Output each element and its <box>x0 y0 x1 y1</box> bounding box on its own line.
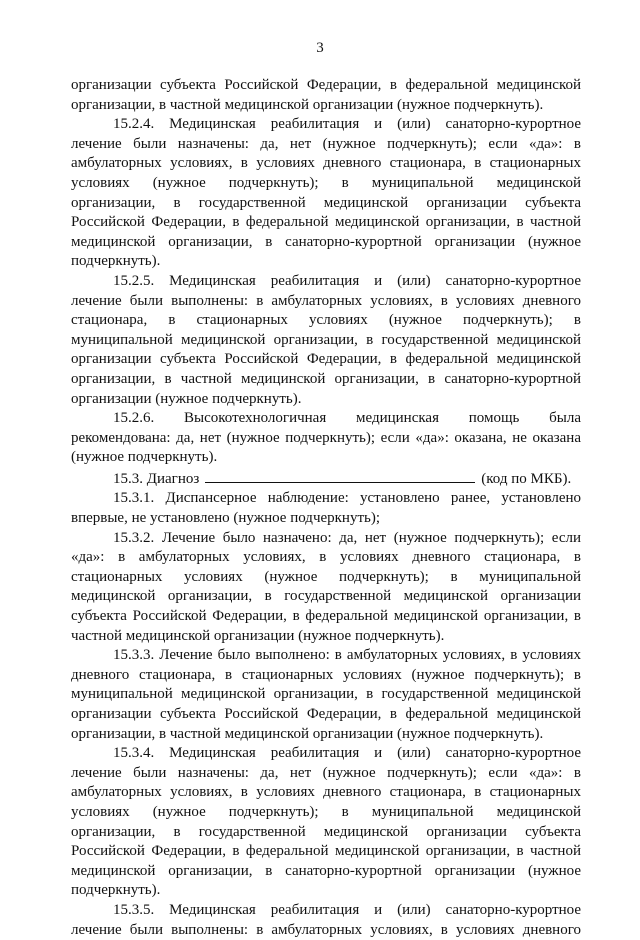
diagnosis-label: 15.3. Диагноз <box>113 470 200 487</box>
text-line: организации субъекта Российской Федерации, в федеральной медицинской <box>71 77 581 93</box>
paragraph-p15-3-3 <box>71 646 581 744</box>
text-line: 15.3.3. Лечение было выполнено: в амбулаторных условиях, в условиях <box>113 647 581 664</box>
diagnosis-line <box>71 468 581 490</box>
text-line: организации субъекта Российской Федерации, в федеральной медицинской <box>71 351 581 368</box>
text-line: медицинской организации, в санаторно-курортной организации (нужное <box>71 862 581 879</box>
paragraph-p15-2-4 <box>71 115 581 272</box>
text-line: амбулаторных условиях, в условиях дневного стационара, в стационарных <box>71 784 581 801</box>
text-line: организации, в частной медицинской организации, в санаторно-курортной <box>71 370 581 387</box>
text-line: 15.3.5. Медицинская реабилитация и (или) санаторно-курортное <box>113 901 581 918</box>
paragraph-cont <box>71 76 581 115</box>
icd-code-label: (код по МКБ). <box>481 470 572 487</box>
paragraph-p15-3 <box>71 468 581 490</box>
text-line: частной медицинской организации (нужное подчеркнуть). <box>71 627 445 644</box>
text-line: организации (нужное подчеркнуть). <box>71 390 302 407</box>
text-line: медицинской организации, в государственной медицинской организации <box>71 588 581 605</box>
text-line: субъекта Российской Федерации, в федеральной медицинской организации, в <box>71 608 581 625</box>
text-line: подчеркнуть). <box>71 253 161 270</box>
paragraph-p15-3-5 <box>71 901 581 940</box>
text-line: стационара, в стационарных условиях (нужное подчеркнуть); в <box>71 312 581 329</box>
text-line: Российской Федерации, в федеральной медицинской организации, в частной <box>71 843 581 860</box>
text-line: медицинской организации, в санаторно-курортной организации (нужное <box>71 233 581 250</box>
paragraph-p15-3-1 <box>71 489 581 528</box>
text-line: 15.3.4. Медицинская реабилитация и (или) санаторно-курортное <box>113 745 581 762</box>
text-line: Российской Федерации, в федеральной медицинской организации, в частной <box>71 214 581 231</box>
text-line: лечение были выполнены: в амбулаторных условиях, в условиях дневного <box>71 921 581 938</box>
text-line: 15.2.6. Высокотехнологичная медицинская помощь была <box>113 410 581 427</box>
text-line: (нужное подчеркнуть). <box>71 449 218 466</box>
paragraph-p15-2-6 <box>71 409 581 468</box>
text-line: 15.3.1. Диспансерное наблюдение: установлено ранее, установлено <box>113 490 581 507</box>
text-line: муниципальной медицинской организации, в государственной медицинской <box>71 686 581 703</box>
text-line: впервые, не установлено (нужное подчеркнуть); <box>71 510 381 527</box>
text-line: 15.3.2. Лечение было назначено: да, нет (нужное подчеркнуть); если <box>113 529 581 546</box>
text-line: лечение были выполнены: в амбулаторных условиях, в условиях дневного <box>71 292 581 309</box>
text-line: организации субъекта Российской Федерации, в федеральной медицинской <box>71 706 581 722</box>
text-line: «да»: в амбулаторных условиях, в условиях дневного стационара, в <box>71 549 581 566</box>
text-line: дневного стационара, в стационарных условиях (нужное подчеркнуть); в <box>71 666 581 683</box>
text-line: муниципальной медицинской организации, в государственной медицинской <box>71 331 581 348</box>
text-line: 15.2.4. Медицинская реабилитация и (или) санаторно-курортное <box>113 116 581 133</box>
text-line: лечение были назначены: да, нет (нужное подчеркнуть); если «да»: в <box>71 764 581 781</box>
text-line: организации, в частной медицинской организации (нужное подчеркнуть). <box>71 725 544 742</box>
text-line: организации, в государственной медицинской организации субъекта <box>71 823 581 840</box>
text-line: лечение были назначены: да, нет (нужное подчеркнуть); если «да»: в <box>71 135 581 152</box>
page-number: 3 <box>316 40 324 56</box>
diagnosis-blank-field[interactable] <box>205 468 475 483</box>
paragraph-p15-3-2 <box>71 529 581 647</box>
paragraph-p15-2-5 <box>71 272 581 409</box>
text-line: условиях (нужное подчеркнуть); в муниципальной медицинской <box>71 803 581 820</box>
text-line: рекомендована: да, нет (нужное подчеркнуть); если «да»: оказана, не оказана <box>71 429 581 446</box>
text-line: подчеркнуть). <box>71 882 161 899</box>
text-line: условиях (нужное подчеркнуть); в муниципальной медицинской <box>71 174 581 191</box>
text-line: организации, в государственной медицинской организации субъекта <box>71 194 581 211</box>
paragraph-p15-3-4 <box>71 744 581 901</box>
document-body <box>71 76 581 940</box>
text-line: 15.2.5. Медицинская реабилитация и (или) санаторно-курортное <box>113 272 581 289</box>
text-line: амбулаторных условиях, в условиях дневного стационара, в стационарных <box>71 155 581 172</box>
text-line: стационарных условиях (нужное подчеркнуть); в муниципальной <box>71 568 581 585</box>
text-line: организации, в частной медицинской организации (нужное подчеркнуть). <box>71 96 544 113</box>
